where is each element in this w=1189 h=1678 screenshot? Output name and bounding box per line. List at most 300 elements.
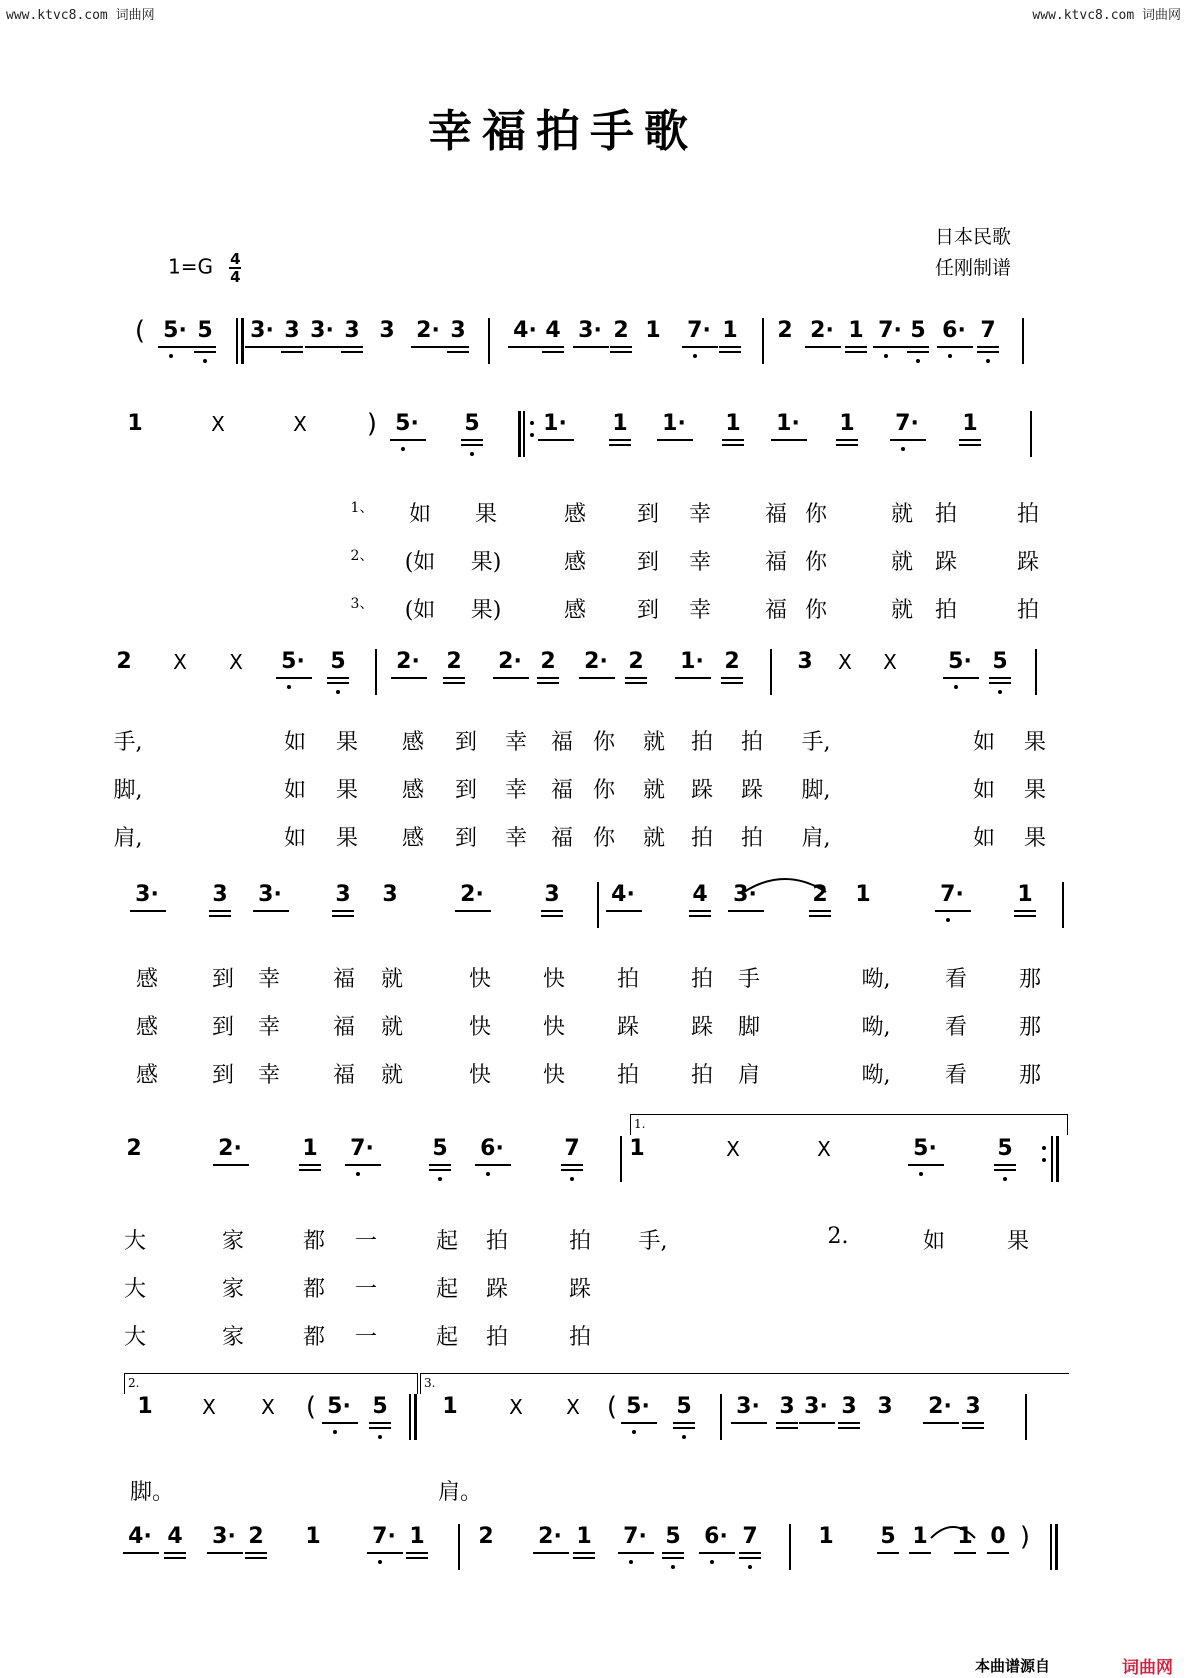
parenthesis: ) xyxy=(366,409,378,439)
underline xyxy=(209,915,231,917)
lyric: 感 xyxy=(401,826,425,851)
lyric: 2、 xyxy=(350,548,374,564)
lyric: 跺 xyxy=(485,1277,509,1302)
underline xyxy=(618,1552,654,1554)
lyric: 一 xyxy=(354,1325,378,1350)
underline xyxy=(610,351,632,353)
lyric: 大 xyxy=(123,1229,147,1254)
lyric: 到 xyxy=(454,826,478,851)
lyric: 果) xyxy=(470,598,502,623)
lyric: 幸 xyxy=(688,598,712,623)
note: 5 xyxy=(330,649,346,674)
note: 5 xyxy=(665,1524,681,1549)
underline xyxy=(722,444,744,446)
lyric: 果 xyxy=(1023,778,1047,803)
note: 5· xyxy=(395,411,419,436)
key-label: 1=G xyxy=(168,254,213,279)
underline xyxy=(935,910,971,912)
note: 1 xyxy=(409,1524,425,1549)
lyric: 福 xyxy=(332,1015,356,1040)
underline xyxy=(771,439,807,441)
underline xyxy=(673,1422,695,1424)
note: 1· xyxy=(680,649,704,674)
lyric: 拍 xyxy=(616,967,640,992)
lyric: 肩, xyxy=(801,826,831,851)
note: 4· xyxy=(128,1524,152,1549)
underline xyxy=(890,439,926,441)
lyric: 感 xyxy=(563,550,587,575)
credit-arranger: 任刚制谱 xyxy=(935,257,1012,279)
note: 2· xyxy=(928,1394,952,1419)
parenthesis: ) xyxy=(1019,1522,1031,1552)
note: 1· xyxy=(662,411,686,436)
lyric: 脚, xyxy=(801,778,831,803)
note: 5· xyxy=(626,1394,650,1419)
low-octave-dot xyxy=(884,354,888,358)
clap-note: X xyxy=(293,412,307,436)
underline xyxy=(675,677,711,679)
note: 4 xyxy=(545,318,561,343)
underline xyxy=(194,351,216,353)
lyric: 跺 xyxy=(690,778,714,803)
underline xyxy=(429,1164,451,1166)
note: 1 xyxy=(612,411,628,436)
note: 2 xyxy=(613,318,629,343)
lyric: 跺 xyxy=(1016,550,1040,575)
note: 6· xyxy=(704,1524,728,1549)
repeat-dot xyxy=(530,433,534,437)
low-octave-dot xyxy=(169,354,173,358)
barline xyxy=(409,1394,411,1440)
barline xyxy=(241,318,244,364)
low-octave-dot xyxy=(570,1177,574,1181)
low-octave-dot xyxy=(470,452,474,456)
lyric: 拍 xyxy=(485,1229,509,1254)
lyric: 大 xyxy=(123,1277,147,1302)
underline xyxy=(391,677,427,679)
underline xyxy=(809,910,831,912)
note: 3· xyxy=(258,882,282,907)
barline xyxy=(789,1524,791,1570)
note: 5 xyxy=(997,1136,1013,1161)
underline xyxy=(461,439,483,441)
note: 1 xyxy=(855,882,871,907)
lyric: 到 xyxy=(636,550,660,575)
underline xyxy=(907,346,929,348)
underline xyxy=(573,1557,595,1559)
lyric: 福 xyxy=(764,550,788,575)
note: 2· xyxy=(810,318,834,343)
note: 2· xyxy=(498,649,522,674)
lyric: 起 xyxy=(435,1325,459,1350)
lyric: 呦, xyxy=(861,967,891,992)
underline xyxy=(962,1422,984,1424)
lyric: (如 xyxy=(404,598,436,623)
repeat-dot xyxy=(1042,1146,1046,1150)
barline xyxy=(1062,882,1064,928)
lyric: 肩 xyxy=(737,1063,761,1088)
lyric: 脚。 xyxy=(129,1480,175,1505)
note: 5· xyxy=(948,649,972,674)
underline xyxy=(610,346,632,348)
lyric: 肩。 xyxy=(437,1480,483,1505)
underline xyxy=(245,1552,267,1554)
note: 2 xyxy=(446,649,462,674)
underline xyxy=(411,346,447,348)
note: 1 xyxy=(576,1524,592,1549)
underline xyxy=(443,677,465,679)
underline xyxy=(537,682,559,684)
lyric: 幸 xyxy=(504,778,528,803)
underline xyxy=(327,682,349,684)
note: 4· xyxy=(513,318,537,343)
note: 3· xyxy=(804,1394,828,1419)
note: 7 xyxy=(980,318,996,343)
note: 1 xyxy=(127,411,143,436)
underline xyxy=(609,439,631,441)
lyric: 感 xyxy=(401,778,425,803)
lyric: 1、 xyxy=(350,500,374,516)
barline xyxy=(770,649,772,695)
lyric: 果 xyxy=(335,778,359,803)
note: 2· xyxy=(396,649,420,674)
lyric: 拍 xyxy=(568,1229,592,1254)
note: 3 xyxy=(450,318,466,343)
low-octave-dot xyxy=(954,685,958,689)
lyric: 感 xyxy=(563,598,587,623)
lyric: 看 xyxy=(944,967,968,992)
barline xyxy=(414,1394,417,1440)
lyric: 跺 xyxy=(616,1015,640,1040)
lyric: 拍 xyxy=(934,598,958,623)
underline xyxy=(579,677,615,679)
underline xyxy=(943,677,979,679)
lyric: 就 xyxy=(642,778,666,803)
note: 2· xyxy=(218,1136,242,1161)
note: 5· xyxy=(281,649,305,674)
clap-note: X xyxy=(202,1395,216,1419)
note: 1 xyxy=(957,1524,973,1549)
note: 5· xyxy=(327,1394,351,1419)
note: 4· xyxy=(611,882,635,907)
parenthesis: ( xyxy=(134,316,146,346)
low-octave-dot xyxy=(287,685,291,689)
note: 2· xyxy=(584,649,608,674)
low-octave-dot xyxy=(919,1172,923,1176)
lyric: 果 xyxy=(1006,1229,1030,1254)
underline xyxy=(689,915,711,917)
underline xyxy=(253,910,289,912)
lyric: 快 xyxy=(468,1063,492,1088)
underline xyxy=(245,346,281,348)
lyric: 家 xyxy=(221,1277,245,1302)
underline xyxy=(461,444,483,446)
low-octave-dot xyxy=(203,359,207,363)
underline xyxy=(443,682,465,684)
underline xyxy=(541,910,563,912)
note: 7 xyxy=(742,1524,758,1549)
note: 2 xyxy=(478,1524,494,1549)
note: 5· xyxy=(913,1136,937,1161)
note: 1 xyxy=(442,1394,458,1419)
note: 7· xyxy=(878,318,902,343)
lyric: 福 xyxy=(550,730,574,755)
underline xyxy=(621,1422,657,1424)
barline xyxy=(720,1394,722,1440)
lyric: 拍 xyxy=(616,1063,640,1088)
underline xyxy=(845,346,867,348)
lyric: 快 xyxy=(468,967,492,992)
clap-note: X xyxy=(883,650,897,674)
low-octave-dot xyxy=(378,1560,382,1564)
lyric: 拍 xyxy=(1016,502,1040,527)
note: 3· xyxy=(250,318,274,343)
underline xyxy=(406,1552,428,1554)
lyric: 拍 xyxy=(690,730,714,755)
lyric: 那 xyxy=(1018,1063,1042,1088)
underline xyxy=(327,677,349,679)
note: 6· xyxy=(480,1136,504,1161)
lyric: 到 xyxy=(636,502,660,527)
note: 3· xyxy=(736,1394,760,1419)
time-signature xyxy=(229,252,241,284)
lyric: 一 xyxy=(354,1229,378,1254)
underline xyxy=(699,1552,735,1554)
time-signature-bottom: 4 xyxy=(230,268,241,286)
underline xyxy=(954,1552,976,1554)
barline xyxy=(1035,649,1037,695)
low-octave-dot xyxy=(1003,1177,1007,1181)
underline xyxy=(838,1427,860,1429)
lyric: 家 xyxy=(221,1325,245,1350)
underline xyxy=(207,1552,243,1554)
lyric: 家 xyxy=(221,1229,245,1254)
lyric: 到 xyxy=(454,730,478,755)
low-octave-dot xyxy=(401,447,405,451)
lyric: 就 xyxy=(380,967,404,992)
low-octave-dot xyxy=(693,354,697,358)
underline xyxy=(719,351,741,353)
clap-note: X xyxy=(261,1395,275,1419)
underline xyxy=(508,346,544,348)
underline xyxy=(447,346,469,348)
underline xyxy=(322,1422,358,1424)
underline xyxy=(739,1552,761,1554)
underline xyxy=(213,1164,249,1166)
note: 1 xyxy=(1017,882,1033,907)
lyric: 肩, xyxy=(113,826,143,851)
underline xyxy=(836,444,858,446)
underline xyxy=(987,1552,1009,1554)
underline xyxy=(606,910,642,912)
underline xyxy=(209,910,231,912)
lyric: 果 xyxy=(1023,826,1047,851)
note: 3· xyxy=(135,882,159,907)
note: 7· xyxy=(623,1524,647,1549)
underline xyxy=(493,677,529,679)
underline xyxy=(561,1169,583,1171)
lyric: 拍 xyxy=(690,967,714,992)
lyric: 脚 xyxy=(737,1015,761,1040)
lyric: 大 xyxy=(123,1325,147,1350)
underline xyxy=(959,439,981,441)
lyric: 幸 xyxy=(257,967,281,992)
note: 2 xyxy=(248,1524,264,1549)
note: 2· xyxy=(460,882,484,907)
slur-1 xyxy=(740,872,830,896)
lyric: 就 xyxy=(380,1015,404,1040)
clap-note: X xyxy=(229,650,243,674)
barline xyxy=(1030,411,1032,457)
underline xyxy=(194,346,216,348)
barline xyxy=(762,318,764,364)
barline xyxy=(1055,1524,1058,1570)
lyric: 如 xyxy=(283,778,307,803)
low-octave-dot xyxy=(916,359,920,363)
lyric: 快 xyxy=(542,1063,566,1088)
footer-source: 本曲谱源自 xyxy=(975,1657,1051,1675)
underline xyxy=(657,439,693,441)
lyric: 如 xyxy=(283,730,307,755)
low-octave-dot xyxy=(948,354,952,358)
lyric: 如 xyxy=(972,826,996,851)
underline xyxy=(345,1164,381,1166)
lyric: 如 xyxy=(408,502,432,527)
underline xyxy=(673,1427,695,1429)
volta-3: 3. xyxy=(420,1373,1069,1394)
underline xyxy=(662,1552,684,1554)
barline xyxy=(1056,1136,1059,1182)
lyric: 就 xyxy=(642,826,666,851)
underline xyxy=(447,351,469,353)
lyric: 幸 xyxy=(688,502,712,527)
note: 3 xyxy=(779,1394,795,1419)
note: 5 xyxy=(880,1524,896,1549)
lyric: 感 xyxy=(401,730,425,755)
clap-note: X xyxy=(173,650,187,674)
lyric: 起 xyxy=(435,1277,459,1302)
lyric: 你 xyxy=(804,502,828,527)
key-signature xyxy=(168,252,241,284)
barline xyxy=(1025,1394,1027,1440)
lyric: 拍 xyxy=(690,1063,714,1088)
underline xyxy=(873,346,909,348)
note: 1 xyxy=(722,318,738,343)
lyric: 幸 xyxy=(688,550,712,575)
note: 3· xyxy=(578,318,602,343)
note: 3 xyxy=(841,1394,857,1419)
repeat-dot xyxy=(1042,1158,1046,1162)
note: 2 xyxy=(628,649,644,674)
lyric: 幸 xyxy=(504,826,528,851)
lyric: 就 xyxy=(380,1063,404,1088)
note: 1 xyxy=(305,1524,321,1549)
underline xyxy=(809,915,831,917)
note: 1 xyxy=(725,411,741,436)
note: 3 xyxy=(382,882,398,907)
underline xyxy=(537,677,559,679)
lyric: 拍 xyxy=(485,1325,509,1350)
lyric: 跺 xyxy=(690,1015,714,1040)
underline xyxy=(276,677,312,679)
lyric: 如 xyxy=(283,826,307,851)
underline xyxy=(429,1169,451,1171)
underline xyxy=(959,444,981,446)
underline xyxy=(390,439,426,441)
lyric: 快 xyxy=(542,967,566,992)
lyric: 果 xyxy=(335,730,359,755)
underline xyxy=(406,1557,428,1559)
underline xyxy=(130,910,166,912)
lyric: 如 xyxy=(972,730,996,755)
underline xyxy=(299,1164,321,1166)
lyric: 都 xyxy=(302,1325,326,1350)
low-octave-dot xyxy=(336,690,340,694)
underline xyxy=(682,346,718,348)
underline xyxy=(332,910,354,912)
note: 3 xyxy=(797,649,813,674)
lyric: 感 xyxy=(563,502,587,527)
lyric: 手, xyxy=(638,1229,668,1254)
lyric: 到 xyxy=(211,1015,235,1040)
underline xyxy=(805,346,841,348)
lyric: 都 xyxy=(302,1229,326,1254)
underline xyxy=(994,1164,1016,1166)
repeat-dot xyxy=(530,421,534,425)
underline xyxy=(332,915,354,917)
lyric: 起 xyxy=(435,1229,459,1254)
note: 4 xyxy=(692,882,708,907)
lyric: 快 xyxy=(468,1015,492,1040)
parenthesis: ( xyxy=(606,1392,618,1422)
note: 3· xyxy=(733,882,757,907)
underline xyxy=(662,1557,684,1559)
lyric: 果 xyxy=(1023,730,1047,755)
note: 4 xyxy=(167,1524,183,1549)
note: 1· xyxy=(776,411,800,436)
lyric: 拍 xyxy=(568,1325,592,1350)
lyric: 到 xyxy=(211,1063,235,1088)
note: 7 xyxy=(564,1136,580,1161)
underline xyxy=(994,1169,1016,1171)
underline xyxy=(722,439,744,441)
note: 1 xyxy=(962,411,978,436)
note: 2 xyxy=(777,318,793,343)
note: 1 xyxy=(848,318,864,343)
underline xyxy=(989,677,1011,679)
barline xyxy=(236,318,238,364)
underline xyxy=(977,351,999,353)
barline xyxy=(597,882,599,928)
low-octave-dot xyxy=(682,1435,686,1439)
credit-origin: 日本民歌 xyxy=(935,226,1012,248)
lyric: 呦, xyxy=(861,1063,891,1088)
note: 2 xyxy=(812,882,828,907)
note: 7· xyxy=(372,1524,396,1549)
underline xyxy=(561,1164,583,1166)
underline xyxy=(731,1422,767,1424)
lyric: 幸 xyxy=(257,1015,281,1040)
lyric: 到 xyxy=(636,598,660,623)
underline xyxy=(367,1552,403,1554)
low-octave-dot xyxy=(901,447,905,451)
lyric: 拍 xyxy=(934,502,958,527)
note: 3 xyxy=(544,882,560,907)
lyric: 2. xyxy=(827,1224,849,1249)
low-octave-dot xyxy=(998,690,1002,694)
lyric: 你 xyxy=(804,550,828,575)
note: 2· xyxy=(416,318,440,343)
